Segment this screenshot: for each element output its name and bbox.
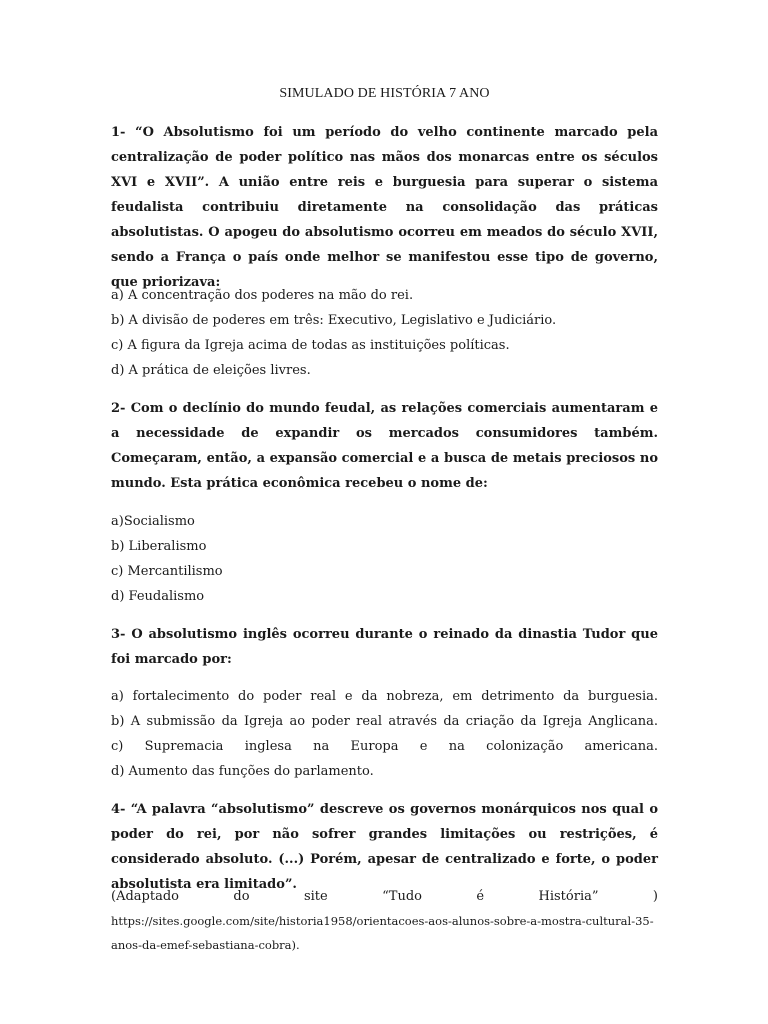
- question-3-option-d: d) Aumento das funções do parlamento.: [111, 764, 374, 779]
- question-1-text: 1- “O Absolutismo foi um período do velho continente marcado pela centralização de poder político nas mãos dos monarcas entre os séculos XVI e XVII”. A união entre reis e burguesia para superar o sistema feudalista contribuiu diretamente na consolidação das práticas absolutistas. O apogeu do absolutismo ocorreu em meados do século XVII, sendo a França o país onde melhor se manifestou esse tipo de governo, que priorizava:: [111, 125, 658, 290]
- question-2-option-d: d) Feudalismo: [111, 589, 205, 604]
- question-3-option-a: a) fortalecimento do poder real e da nobreza, em detrimento da burguesia.: [111, 689, 658, 704]
- question-3-option-c: c) Supremacia inglesa na Europa e na colonização americana.: [111, 739, 658, 754]
- question-4-source: [111, 884, 658, 957]
- question-1-options: [111, 283, 658, 383]
- question-2-options: [111, 509, 658, 609]
- source-url: https://sites.google.com/site/historia1958/orientacoes-aos-alunos-sobre-a-mostra-cultural-35-anos-da-emef-sebastiana-cobra).: [111, 914, 654, 952]
- question-3-text: 3- O absolutismo inglês ocorreu durante o reinado da dinastia Tudor que foi marcado por:: [111, 627, 658, 667]
- question-1-option-a: a) A concentração dos poderes na mão do rei.: [111, 288, 414, 303]
- question-1-option-d: d) A prática de eleições livres.: [111, 363, 311, 378]
- question-3-option-b: b) A submissão da Igreja ao poder real através da criação da Igreja Anglicana.: [111, 714, 658, 729]
- question-2-option-a: a)Socialismo: [111, 514, 195, 529]
- source-label: (Adaptado do site “Tudo é História” ): [111, 889, 658, 904]
- question-2-text: 2- Com o declínio do mundo feudal, as relações comerciais aumentaram e a necessidade de expandir os mercados consumidores também. Começaram, então, a expansão comercial e a busca de metais preciosos no mundo. Esta prática econômica recebeu o nome de:: [111, 401, 658, 491]
- question-2-option-c: c) Mercantilismo: [111, 564, 223, 579]
- question-3-options: [111, 684, 658, 784]
- question-1-option-b: b) A divisão de poderes em três: Executivo, Legislativo e Judiciário.: [111, 313, 557, 328]
- page-title: SIMULADO DE HISTÓRIA 7 ANO: [279, 86, 490, 101]
- question-1-option-c: c) A figura da Igreja acima de todas as instituições políticas.: [111, 338, 510, 353]
- question-2-option-b: b) Liberalismo: [111, 539, 207, 554]
- question-4-text: 4- “A palavra “absolutismo” descreve os governos monárquicos nos qual o poder do rei, por não sofrer grandes limitações ou restrições, é considerado absoluto. (...) Porém, apesar de centralizado e forte, o poder absolutista era limitado”.: [111, 802, 658, 892]
